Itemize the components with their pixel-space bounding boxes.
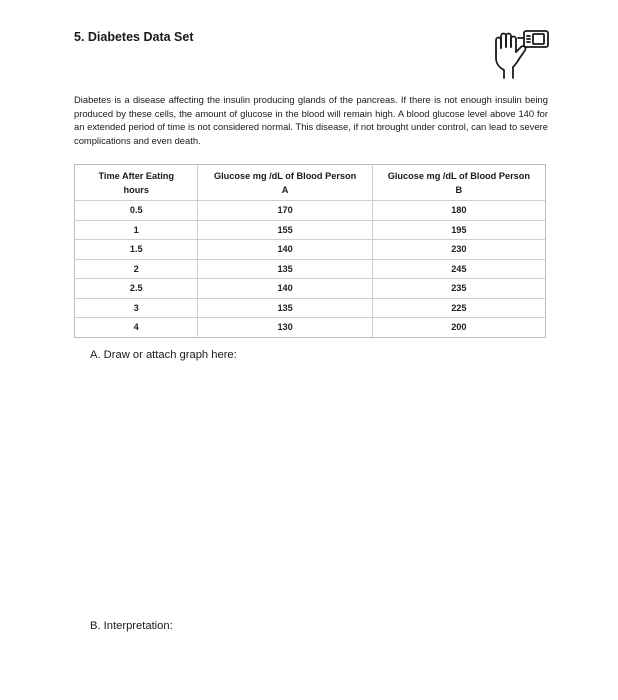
cell-person-b: 180 [373, 201, 545, 221]
cell-person-b: 235 [373, 279, 545, 299]
cell-time: 1.5 [75, 240, 198, 260]
header-person-b-line1: Glucose mg /dL of Blood Person [387, 170, 530, 181]
table-header-row [75, 165, 545, 201]
header-person-a-line2: A [281, 184, 289, 195]
header-person-b-line2: B [455, 184, 463, 195]
cell-person-b: 200 [451, 322, 467, 333]
cell-person-a: 170 [198, 201, 372, 221]
table-row [75, 318, 545, 337]
header-time-line1: Time After Eating [98, 170, 175, 181]
table-row [75, 221, 545, 241]
cell-time: 3 [75, 299, 198, 319]
table-row [75, 201, 545, 221]
cell-person-b: 195 [373, 221, 545, 241]
table-row [75, 260, 545, 280]
header-time-line2: hours [123, 184, 149, 195]
cell-time: 0.5 [75, 201, 198, 221]
table-row [75, 240, 545, 260]
glucose-data-table [74, 164, 546, 338]
graph-prompt: A. Draw or attach graph here: [90, 349, 237, 361]
header-time [75, 165, 198, 201]
header-person-b [373, 165, 545, 201]
section-title: 5. Diabetes Data Set [74, 30, 194, 44]
cell-time: 1 [75, 221, 198, 241]
cell-person-b: 245 [373, 260, 545, 280]
cell-time: 2.5 [75, 279, 198, 299]
table-row [75, 279, 545, 299]
interpretation-prompt: B. Interpretation: [90, 620, 173, 632]
glucometer-hand-icon [488, 28, 550, 80]
table-row [75, 299, 545, 319]
header-person-a [198, 165, 372, 201]
cell-person-a: 140 [198, 240, 372, 260]
cell-time: 4 [75, 318, 198, 337]
cell-person-b: 230 [373, 240, 545, 260]
intro-paragraph: Diabetes is a disease affecting the insulin producing glands of the pancreas. If there is not enough insulin being produced by these cells, the amount of glucose in the blood will remain high. A blood glucose level above 140 for an extended period of time is not considered normal. This disease, if not brought under control, can lead to severe complications and even death. [74, 94, 548, 146]
cell-person-a: 135 [198, 260, 372, 280]
cell-person-a: 130 [198, 318, 372, 337]
cell-time: 2 [75, 260, 198, 280]
header-person-a-line1: Glucose mg /dL of Blood Person [213, 170, 357, 181]
cell-person-b: 225 [373, 299, 545, 319]
cell-person-a: 140 [198, 279, 372, 299]
cell-person-a: 135 [198, 299, 372, 319]
cell-person-a: 155 [198, 221, 372, 241]
